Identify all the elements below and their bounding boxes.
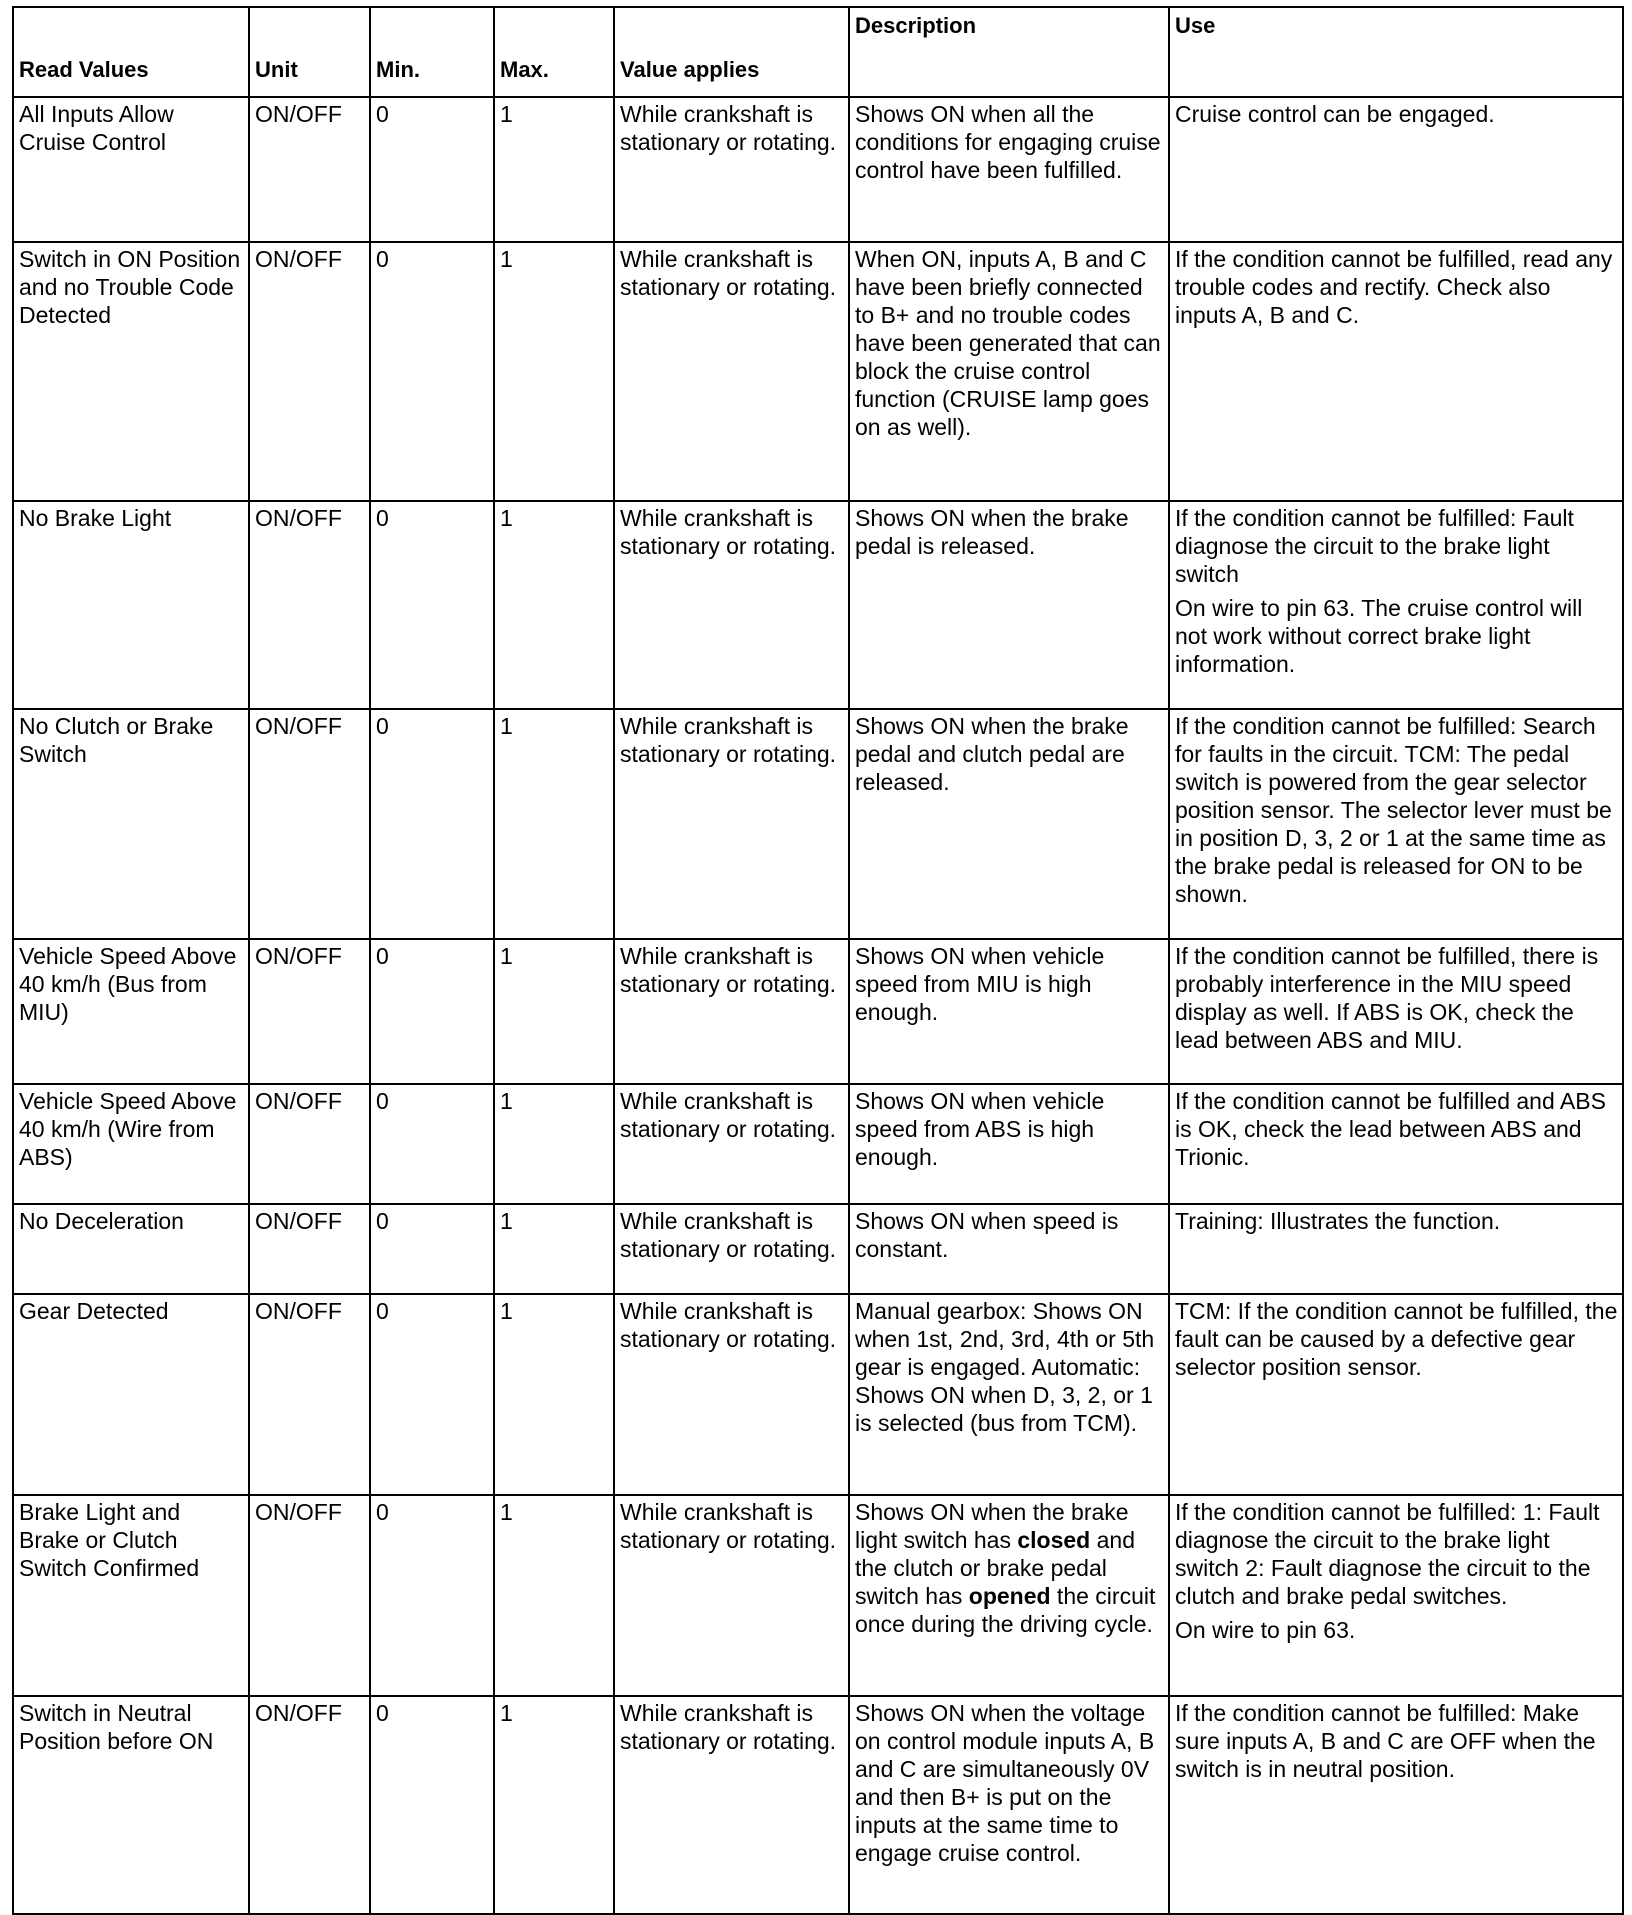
value-applies-cell: While crankshaft is stationary or rotating. xyxy=(614,501,849,709)
description-text: Shows ON when speed is constant. xyxy=(855,1208,1119,1262)
value-applies-cell: While crankshaft is stationary or rotating. xyxy=(614,1204,849,1294)
description-text: Shows ON when the brake pedal is released. xyxy=(855,505,1129,559)
read-value-name: No Clutch or Brake Switch xyxy=(13,709,249,939)
unit-cell: ON/OFF xyxy=(249,242,370,501)
value-applies-cell: While crankshaft is stationary or rotating. xyxy=(614,939,849,1084)
header-unit: Unit xyxy=(249,7,370,97)
unit-cell: ON/OFF xyxy=(249,501,370,709)
min-cell: 0 xyxy=(370,501,494,709)
header-value-applies: Value applies xyxy=(614,7,849,97)
table-row xyxy=(13,97,1623,242)
max-cell: 1 xyxy=(494,939,614,1084)
table-row xyxy=(13,1084,1623,1204)
header-row xyxy=(13,7,1623,97)
value-applies-cell: While crankshaft is stationary or rotating. xyxy=(614,1294,849,1495)
use-text: If the condition cannot be fulfilled and ABS is OK, check the lead between ABS and Trionic. xyxy=(1175,1088,1606,1170)
min-cell: 0 xyxy=(370,939,494,1084)
read-value-name: Switch in Neutral Position before ON xyxy=(13,1696,249,1914)
read-value-name: No Brake Light xyxy=(13,501,249,709)
max-cell: 1 xyxy=(494,1204,614,1294)
unit-cell: ON/OFF xyxy=(249,1084,370,1204)
table-row xyxy=(13,1294,1623,1495)
description-cell xyxy=(849,939,1169,1084)
description-cell xyxy=(849,1495,1169,1696)
description-cell xyxy=(849,1294,1169,1495)
header-use: Use xyxy=(1169,7,1623,97)
description-bold-closed: closed xyxy=(1017,1527,1091,1553)
description-cell xyxy=(849,1204,1169,1294)
read-value-name: Brake Light and Brake or Clutch Switch Confirmed xyxy=(13,1495,249,1696)
use-text-note: On wire to pin 63. xyxy=(1175,1617,1356,1643)
max-cell: 1 xyxy=(494,501,614,709)
use-text: If the condition cannot be fulfilled: Search for faults in the circuit. TCM: The pedal switch is powered from the gear selector position sensor. The selector lever must be in position D, 3, 2 or 1 at the same time as the brake pedal is released for ON to be shown. xyxy=(1175,713,1612,907)
value-applies-cell: While crankshaft is stationary or rotating. xyxy=(614,709,849,939)
min-cell: 0 xyxy=(370,709,494,939)
description-text: Shows ON when vehicle speed from ABS is high enough. xyxy=(855,1088,1105,1170)
description-cell xyxy=(849,1696,1169,1914)
description-text: Manual gearbox: Shows ON when 1st, 2nd, 3rd, 4th or 5th gear is engaged. Automatic: Shows ON when D, 3, 2, or 1 is selected (bus from TCM). xyxy=(855,1298,1155,1436)
description-cell xyxy=(849,709,1169,939)
table-row xyxy=(13,939,1623,1084)
use-cell xyxy=(1169,709,1623,939)
read-value-name: Vehicle Speed Above 40 km/h (Bus from MIU) xyxy=(13,939,249,1084)
read-value-name: Vehicle Speed Above 40 km/h (Wire from ABS) xyxy=(13,1084,249,1204)
description-bold-opened: opened xyxy=(968,1583,1051,1609)
read-value-name: Gear Detected xyxy=(13,1294,249,1495)
use-cell xyxy=(1169,242,1623,501)
max-cell: 1 xyxy=(494,1084,614,1204)
max-cell: 1 xyxy=(494,97,614,242)
value-applies-cell: While crankshaft is stationary or rotating. xyxy=(614,242,849,501)
table-row xyxy=(13,709,1623,939)
use-text: If the condition cannot be fulfilled: 1: Fault diagnose the circuit to the brake light switch 2: Fault diagnose the circuit to the clutch and brake pedal switches. xyxy=(1175,1499,1600,1609)
table-row xyxy=(13,1204,1623,1294)
unit-cell: ON/OFF xyxy=(249,939,370,1084)
value-applies-cell: While crankshaft is stationary or rotating. xyxy=(614,1495,849,1696)
table-row xyxy=(13,242,1623,501)
max-cell: 1 xyxy=(494,1294,614,1495)
use-text: If the condition cannot be fulfilled: Make sure inputs A, B and C are OFF when the switch is in neutral position. xyxy=(1175,1700,1596,1782)
use-cell xyxy=(1169,97,1623,242)
description-part-1: Shows ON when the brake light switch has xyxy=(855,1499,1129,1553)
description-text: Shows ON when all the conditions for engaging cruise control have been fulfilled. xyxy=(855,101,1161,183)
description-text: Shows ON when the voltage on control module inputs A, B and C are simultaneously 0V and then B+ is put on the inputs at the same time to engage cruise control. xyxy=(855,1700,1155,1866)
use-text: TCM: If the condition cannot be fulfilled, the fault can be caused by a defective gear selector position sensor. xyxy=(1175,1298,1618,1380)
max-cell: 1 xyxy=(494,242,614,501)
description-text: Shows ON when vehicle speed from MIU is high enough. xyxy=(855,943,1105,1025)
table-row xyxy=(13,501,1623,709)
unit-cell: ON/OFF xyxy=(249,1204,370,1294)
description-part-2: and the clutch or brake pedal switch has xyxy=(855,1527,1135,1609)
use-cell xyxy=(1169,939,1623,1084)
min-cell: 0 xyxy=(370,1084,494,1204)
header-read-values: Read Values xyxy=(13,7,249,97)
read-value-name: Switch in ON Position and no Trouble Code Detected xyxy=(13,242,249,501)
use-text: If the condition cannot be fulfilled, read any trouble codes and rectify. Check also inputs A, B and C. xyxy=(1175,246,1613,328)
max-cell: 1 xyxy=(494,1696,614,1914)
use-text: If the condition cannot be fulfilled, there is probably interference in the MIU speed display as well. If ABS is OK, check the lead between ABS and MIU. xyxy=(1175,943,1599,1053)
description-cell xyxy=(849,1084,1169,1204)
use-cell xyxy=(1169,501,1623,709)
use-text: Training: Illustrates the function. xyxy=(1175,1208,1501,1234)
use-cell xyxy=(1169,1696,1623,1914)
use-text: If the condition cannot be fulfilled: Fault diagnose the circuit to the brake light switch xyxy=(1175,505,1574,587)
unit-cell: ON/OFF xyxy=(249,1294,370,1495)
unit-cell: ON/OFF xyxy=(249,1696,370,1914)
use-cell xyxy=(1169,1204,1623,1294)
min-cell: 0 xyxy=(370,1495,494,1696)
min-cell: 0 xyxy=(370,97,494,242)
header-max: Max. xyxy=(494,7,614,97)
use-cell xyxy=(1169,1294,1623,1495)
value-applies-cell: While crankshaft is stationary or rotating. xyxy=(614,1696,849,1914)
min-cell: 0 xyxy=(370,242,494,501)
header-min: Min. xyxy=(370,7,494,97)
max-cell: 1 xyxy=(494,1495,614,1696)
table-row xyxy=(13,1696,1623,1914)
min-cell: 0 xyxy=(370,1696,494,1914)
use-cell xyxy=(1169,1084,1623,1204)
max-cell: 1 xyxy=(494,709,614,939)
read-values-table xyxy=(12,6,1624,1915)
description-cell xyxy=(849,501,1169,709)
header-description: Description xyxy=(849,7,1169,97)
unit-cell: ON/OFF xyxy=(249,1495,370,1696)
min-cell: 0 xyxy=(370,1294,494,1495)
min-cell: 0 xyxy=(370,1204,494,1294)
value-applies-cell: While crankshaft is stationary or rotating. xyxy=(614,1084,849,1204)
description-part-3: the circuit once during the driving cycle. xyxy=(855,1583,1156,1637)
value-applies-cell: While crankshaft is stationary or rotating. xyxy=(614,97,849,242)
use-cell xyxy=(1169,1495,1623,1696)
description-cell xyxy=(849,97,1169,242)
description-text: When ON, inputs A, B and C have been briefly connected to B+ and no trouble codes have been generated that can block the cruise control function (CRUISE lamp goes on as well). xyxy=(855,246,1161,440)
description-text xyxy=(855,1498,1164,1638)
use-text-note: On wire to pin 63. The cruise control will not work without correct brake light information. xyxy=(1175,595,1583,677)
read-value-name: No Deceleration xyxy=(13,1204,249,1294)
use-text: Cruise control can be engaged. xyxy=(1175,101,1495,127)
description-text: Shows ON when the brake pedal and clutch pedal are released. xyxy=(855,713,1129,795)
description-cell xyxy=(849,242,1169,501)
table-row xyxy=(13,1495,1623,1696)
unit-cell: ON/OFF xyxy=(249,709,370,939)
read-value-name: All Inputs Allow Cruise Control xyxy=(13,97,249,242)
unit-cell: ON/OFF xyxy=(249,97,370,242)
